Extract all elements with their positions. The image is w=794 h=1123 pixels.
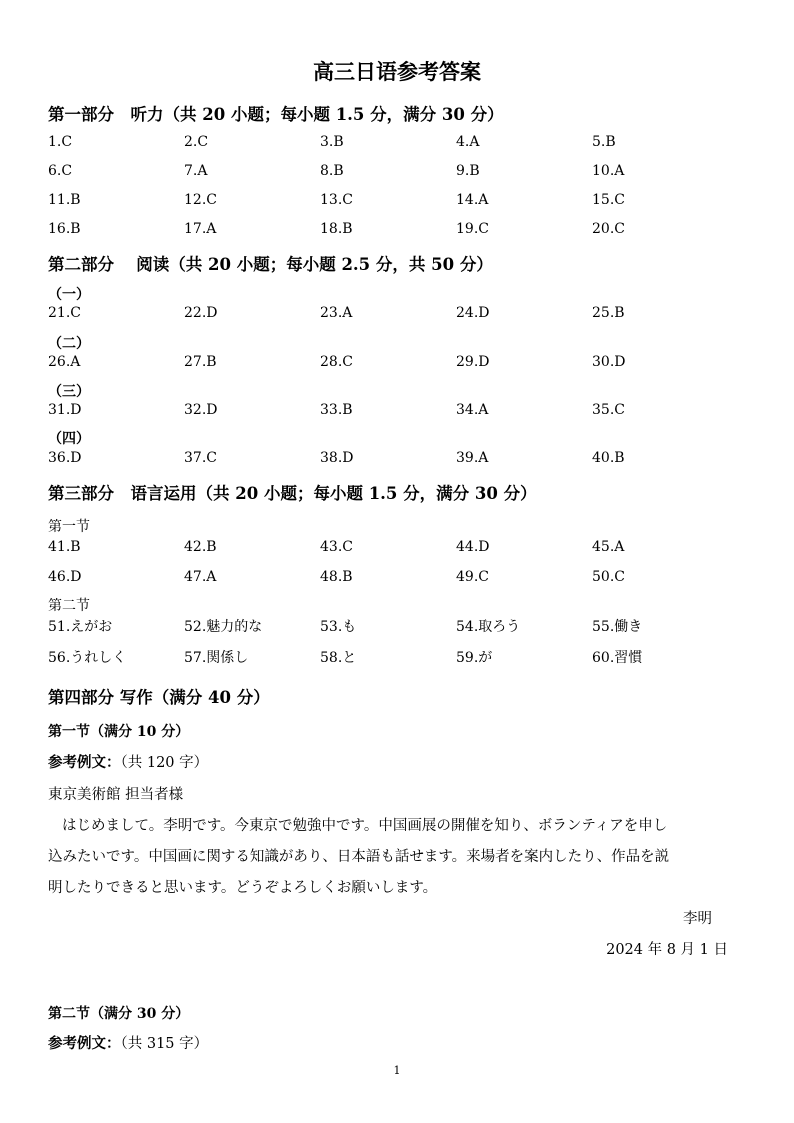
part4-sec1-heading: 第一节（满分 10 分） [48,724,190,740]
sample-heading [48,751,208,772]
answer-item: 23.A [320,305,353,321]
answer-item: 60.習慣 [592,650,643,666]
answer-item: 15.C [592,192,625,208]
section-label: 第一节 [48,519,90,535]
answer-item: 19.C [456,221,489,237]
sample-count: （共 120 字） [120,755,209,771]
part4-heading: 第四部分 写作（满分 40 分） [48,688,270,707]
answer-item: 16.B [48,221,81,237]
answer-item: 52.魅力的な [184,619,263,635]
answer-item: 24.D [456,305,490,321]
page-title: 高三日语参考答案 [313,59,481,84]
answer-item: 39.A [456,450,489,466]
answer-item: 57.関係し [184,650,249,666]
answer-item: 28.C [320,354,353,370]
group-label: （二） [48,336,90,352]
answer-item: 18.B [320,221,353,237]
answer-item: 13.C [320,192,353,208]
answer-item: 12.C [184,192,217,208]
answer-item: 41.B [48,539,81,555]
answer-item: 10.A [592,163,625,179]
answer-item: 38.D [320,450,354,466]
part1-heading: 第一部分 听力（共 20 小题；每小题 1.5 分，满分 30 分） [48,105,504,124]
group-label: （三） [48,384,90,400]
answer-item: 56.うれしく [48,650,127,666]
answer-item: 1.C [48,134,73,150]
section-label: 第二节 [48,598,90,614]
answer-item: 55.働き [592,619,643,635]
answer-item: 44.D [456,539,490,555]
part2-heading: 第二部分 阅读（共 20 小题；每小题 2.5 分，共 50 分） [48,255,493,274]
answer-item: 31.D [48,402,82,418]
letter-signature: 李明 [683,911,712,927]
answer-item: 17.A [184,221,217,237]
answer-item: 6.C [48,163,73,179]
sample-label: 参考例文： [48,754,121,771]
letter-date: 2024 年 8 月 1 日 [606,942,728,958]
answer-item: 14.A [456,192,489,208]
answer-item: 53.も [320,619,357,635]
answer-item: 30.D [592,354,626,370]
letter-line: 込みたいです。中国画に関する知識があり、日本語も話せます。来場者を案内したり、作品を説 [48,849,670,865]
answer-item: 3.B [320,134,344,150]
answer-item: 49.C [456,569,489,585]
part4-sec2-heading: 第二节（满分 30 分） [48,1006,190,1022]
answer-item: 20.C [592,221,625,237]
answer-item: 2.C [184,134,209,150]
sample-heading [48,1032,208,1053]
answer-item: 7.A [184,163,208,179]
part3-heading: 第三部分 语言运用（共 20 小题；每小题 1.5 分，满分 30 分） [48,484,537,503]
answer-item: 8.B [320,163,344,179]
letter-line: 明したりできると思います。どうぞよろしくお願いします。 [48,880,438,896]
answer-item: 22.D [184,305,218,321]
page-number: 1 [393,1064,401,1077]
answer-item: 29.D [456,354,490,370]
answer-item: 32.D [184,402,218,418]
answer-item: 51.えがお [48,619,113,635]
sample-count: （共 315 字） [120,1036,209,1052]
answer-item: 5.B [592,134,616,150]
group-label: （一） [48,287,90,303]
answer-item: 58.と [320,650,357,666]
answer-item: 26.A [48,354,81,370]
answer-item: 11.B [48,192,81,208]
group-label: （四） [48,431,90,447]
answer-item: 43.C [320,539,353,555]
answer-item: 37.C [184,450,217,466]
letter-addressee: 東京美術館 担当者様 [48,787,184,803]
answer-item: 46.D [48,569,82,585]
answer-item: 54.取ろう [456,619,521,635]
answer-item: 33.B [320,402,353,418]
answer-item: 59.が [456,650,493,666]
answer-item: 25.B [592,305,625,321]
answer-item: 21.C [48,305,81,321]
answer-item: 40.B [592,450,625,466]
answer-item: 36.D [48,450,82,466]
answer-item: 34.A [456,402,489,418]
answer-item: 35.C [592,402,625,418]
answer-item: 9.B [456,163,480,179]
answer-item: 45.A [592,539,625,555]
answer-item: 48.B [320,569,353,585]
answer-item: 42.B [184,539,217,555]
answer-item: 50.C [592,569,625,585]
answer-item: 27.B [184,354,217,370]
sample-label: 参考例文： [48,1035,121,1052]
answer-item: 47.A [184,569,217,585]
letter-line: はじめまして。李明です。今東京で勉強中です。中国画展の開催を知り、ボランティアを申し [62,818,668,834]
answer-item: 4.A [456,134,480,150]
